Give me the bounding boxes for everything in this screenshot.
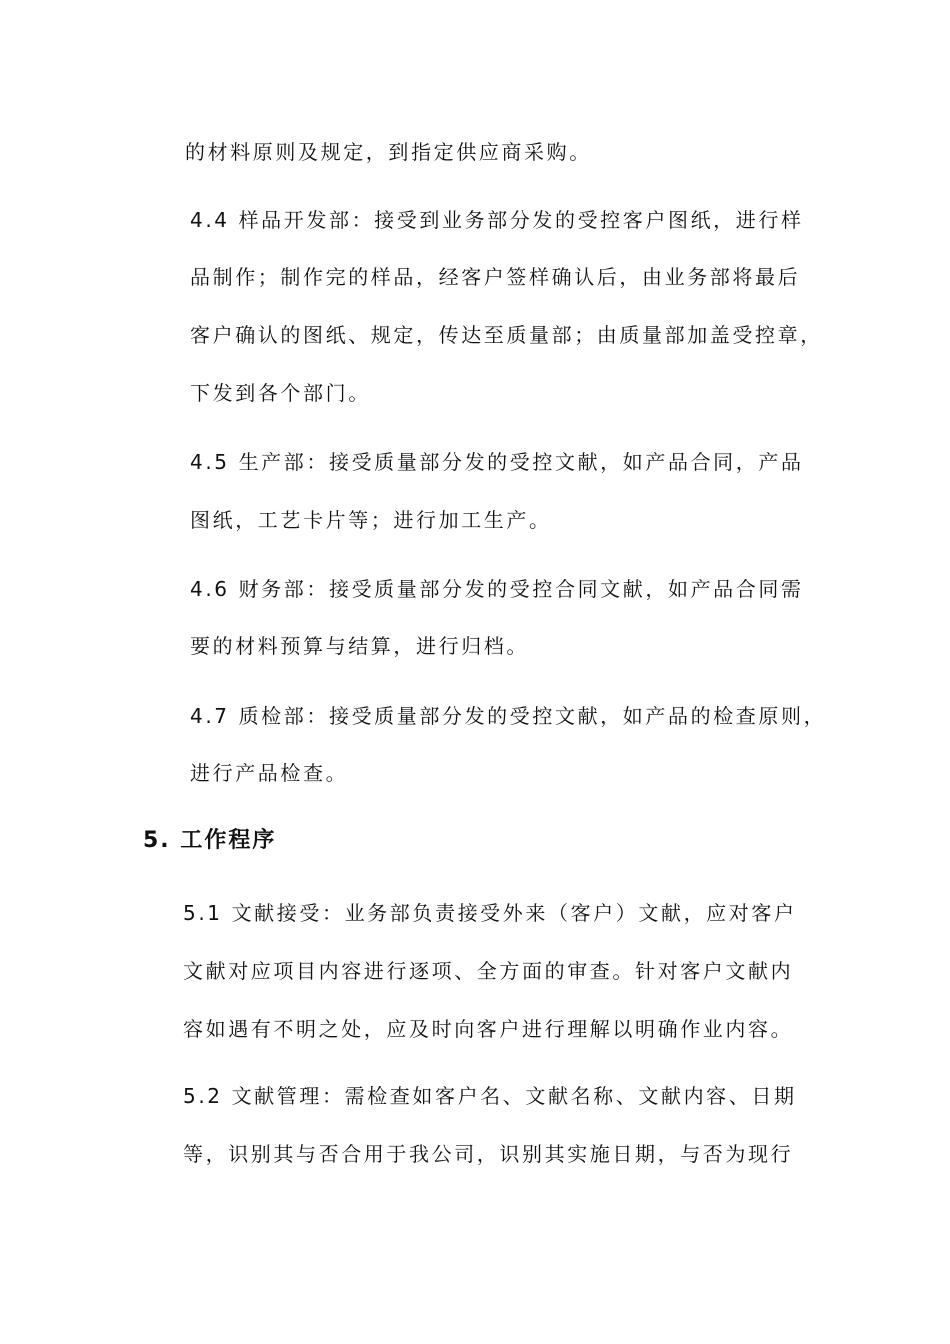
paragraph-5-1-line: 5.1 文献接受：业务部负责接受外来（客户）文献，应对客户 (183, 901, 797, 925)
paragraph-4-4-line: 4.4 样品开发部：接受到业务部分发的受控客户图纸，进行样 (190, 208, 804, 232)
section-5-heading: 5. 工作程序 (143, 828, 277, 853)
paragraph-4-7-line: 进行产品检查。 (190, 761, 349, 785)
paragraph-4-4-line: 品制作；制作完的样品，经客户签样确认后，由业务部将最后 (190, 265, 801, 289)
paragraph-intro-line: 的材料原则及规定，到指定供应商采购。 (185, 140, 592, 164)
paragraph-4-6-line: 4.6 财务部：接受质量部分发的受控合同文献，如产品合同需 (190, 577, 804, 601)
paragraph-4-5-line: 图纸，工艺卡片等；进行加工生产。 (190, 508, 552, 532)
paragraph-5-2-line: 等，识别其与否合用于我公司，识别其实施日期，与否为现行 (183, 1142, 794, 1166)
paragraph-4-6-line: 要的材料预算与结算，进行归档。 (190, 634, 529, 658)
paragraph-4-4-line: 客户确认的图纸、规定，传达至质量部；由质量部加盖受控章， (190, 323, 823, 347)
paragraph-5-1-line: 容如遇有不明之处，应及时向客户进行理解以明确作业内容。 (183, 1017, 794, 1041)
paragraph-4-7-line: 4.7 质检部：接受质量部分发的受控文献，如产品的检查原则， (190, 704, 827, 728)
paragraph-4-5-line: 4.5 生产部：接受质量部分发的受控文献，如产品合同，产品 (190, 450, 804, 474)
paragraph-5-1-line: 文献对应项目内容进行逐项、全方面的审查。针对客户文献内 (183, 959, 794, 983)
paragraph-5-2-line: 5.2 文献管理：需检查如客户名、文献名称、文献内容、日期 (183, 1084, 797, 1108)
paragraph-4-4-line: 下发到各个部门。 (190, 381, 371, 405)
